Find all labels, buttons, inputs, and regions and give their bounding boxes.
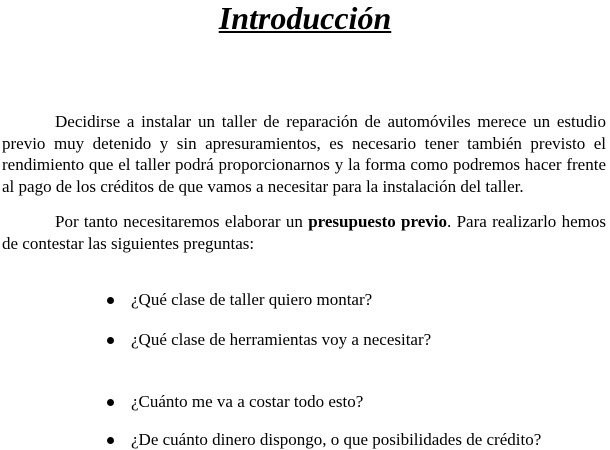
bullet-icon [107, 337, 114, 344]
question-text: ¿Cuánto me va a costar todo esto? [131, 392, 364, 411]
intro-paragraph: Decidirse a instalar un taller de reparación de automóviles merece un estudio previo muy detenido y sin apresuramientos, es necesario tener también previsto el rendimiento que el taller podrá proporcionarnos y la forma como podremos hacer frente al pago de los créditos de que vamos a necesitar para la instalación del taller. [2, 112, 606, 196]
bullet-icon [107, 437, 114, 444]
paragraph-text-start: Por tanto necesitaremos elaborar un [55, 212, 309, 231]
bold-term-presupuesto: presupuesto previo [308, 212, 448, 231]
paragraph-text-end: . Para realizarlo hemos de contestar las siguientes preguntas: [2, 212, 606, 253]
bullet-icon [107, 297, 114, 304]
question-text: ¿Qué clase de taller quiero montar? [131, 290, 373, 309]
question-text: ¿Qué clase de herramientas voy a necesitar? [131, 330, 432, 349]
bullet-icon [107, 399, 114, 406]
document-title: Introducción [218, 0, 392, 36]
question-intro-paragraph [2, 211, 606, 254]
question-text: ¿De cuánto dinero dispongo, o que posibilidades de crédito? [131, 430, 542, 449]
